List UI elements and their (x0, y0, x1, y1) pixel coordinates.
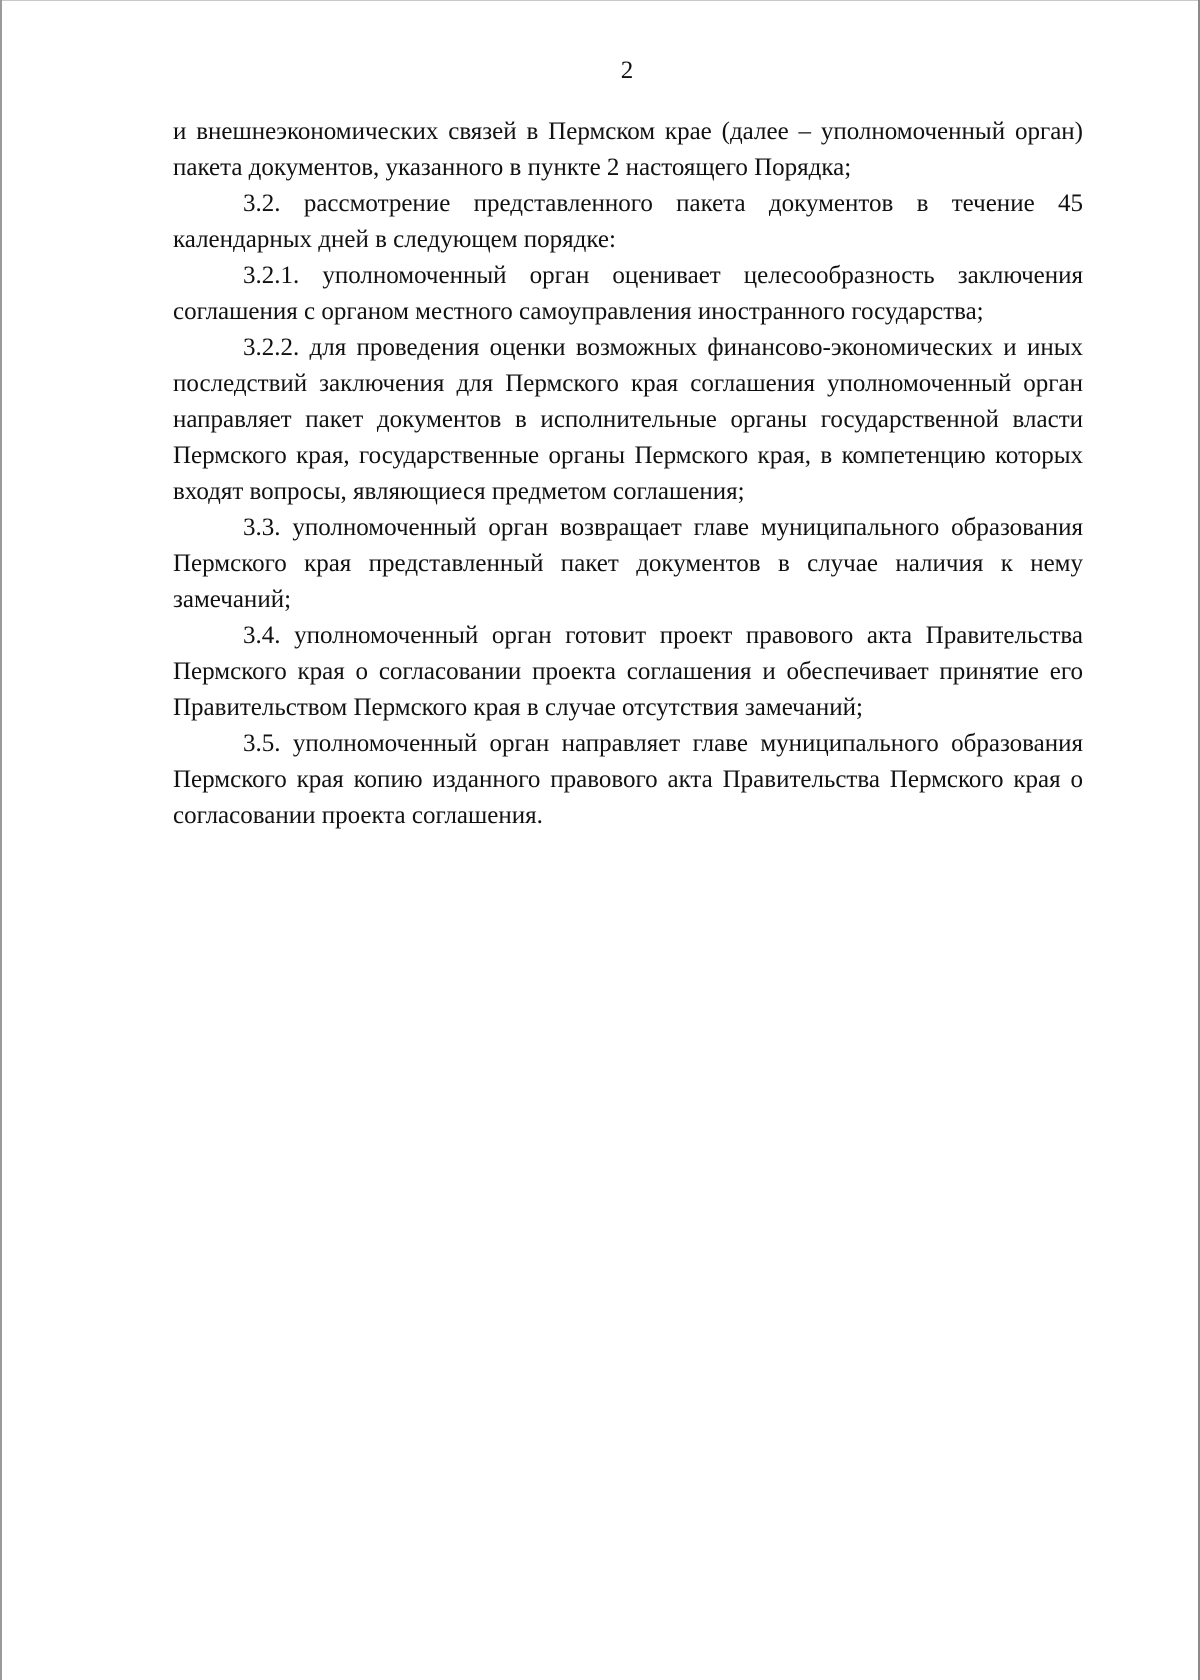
paragraph-3-2-2: 3.2.2. для проведения оценки возможных финансово-экономических и иных последствий заключения для Пермского края соглашения уполномоченный орган направляет пакет документов в исполнительные органы государственной власти Пермского края, государственные органы Пермского края, в компетенцию которых входят вопросы, являющиеся предметом соглашения; (173, 334, 1083, 505)
scan-edge-top (0, 0, 1200, 1)
page-number: 2 (620, 57, 634, 84)
paragraph-3-3: 3.3. уполномоченный орган возвращает главе муниципального образования Пермского края представленный пакет документов в случае наличия к нему замечаний; (173, 514, 1083, 613)
paragraph-continuation: и внешнеэкономических связей в Пермском крае (далее – уполномоченный орган) пакета документов, указанного в пункте 2 настоящего Порядка; (173, 118, 1083, 181)
scan-edge-left (0, 0, 2, 1680)
paragraph-3-5: 3.5. уполномоченный орган направляет главе муниципального образования Пермского края копию изданного правового акта Правительства Пермского края о согласовании проекта соглашения. (173, 730, 1083, 829)
paragraph-3-2-1: 3.2.1. уполномоченный орган оценивает целесообразность заключения соглашения с органом местного самоуправления иностранного государства; (173, 262, 1083, 325)
paragraph-3-2: 3.2. рассмотрение представленного пакета документов в течение 45 календарных дней в следующем порядке: (173, 190, 1083, 253)
paragraph-3-4: 3.4. уполномоченный орган готовит проект правового акта Правительства Пермского края о согласовании проекта соглашения и обеспечивает принятие его Правительством Пермского края в случае отсутствия замечаний; (173, 622, 1083, 721)
document-body (173, 114, 1083, 834)
